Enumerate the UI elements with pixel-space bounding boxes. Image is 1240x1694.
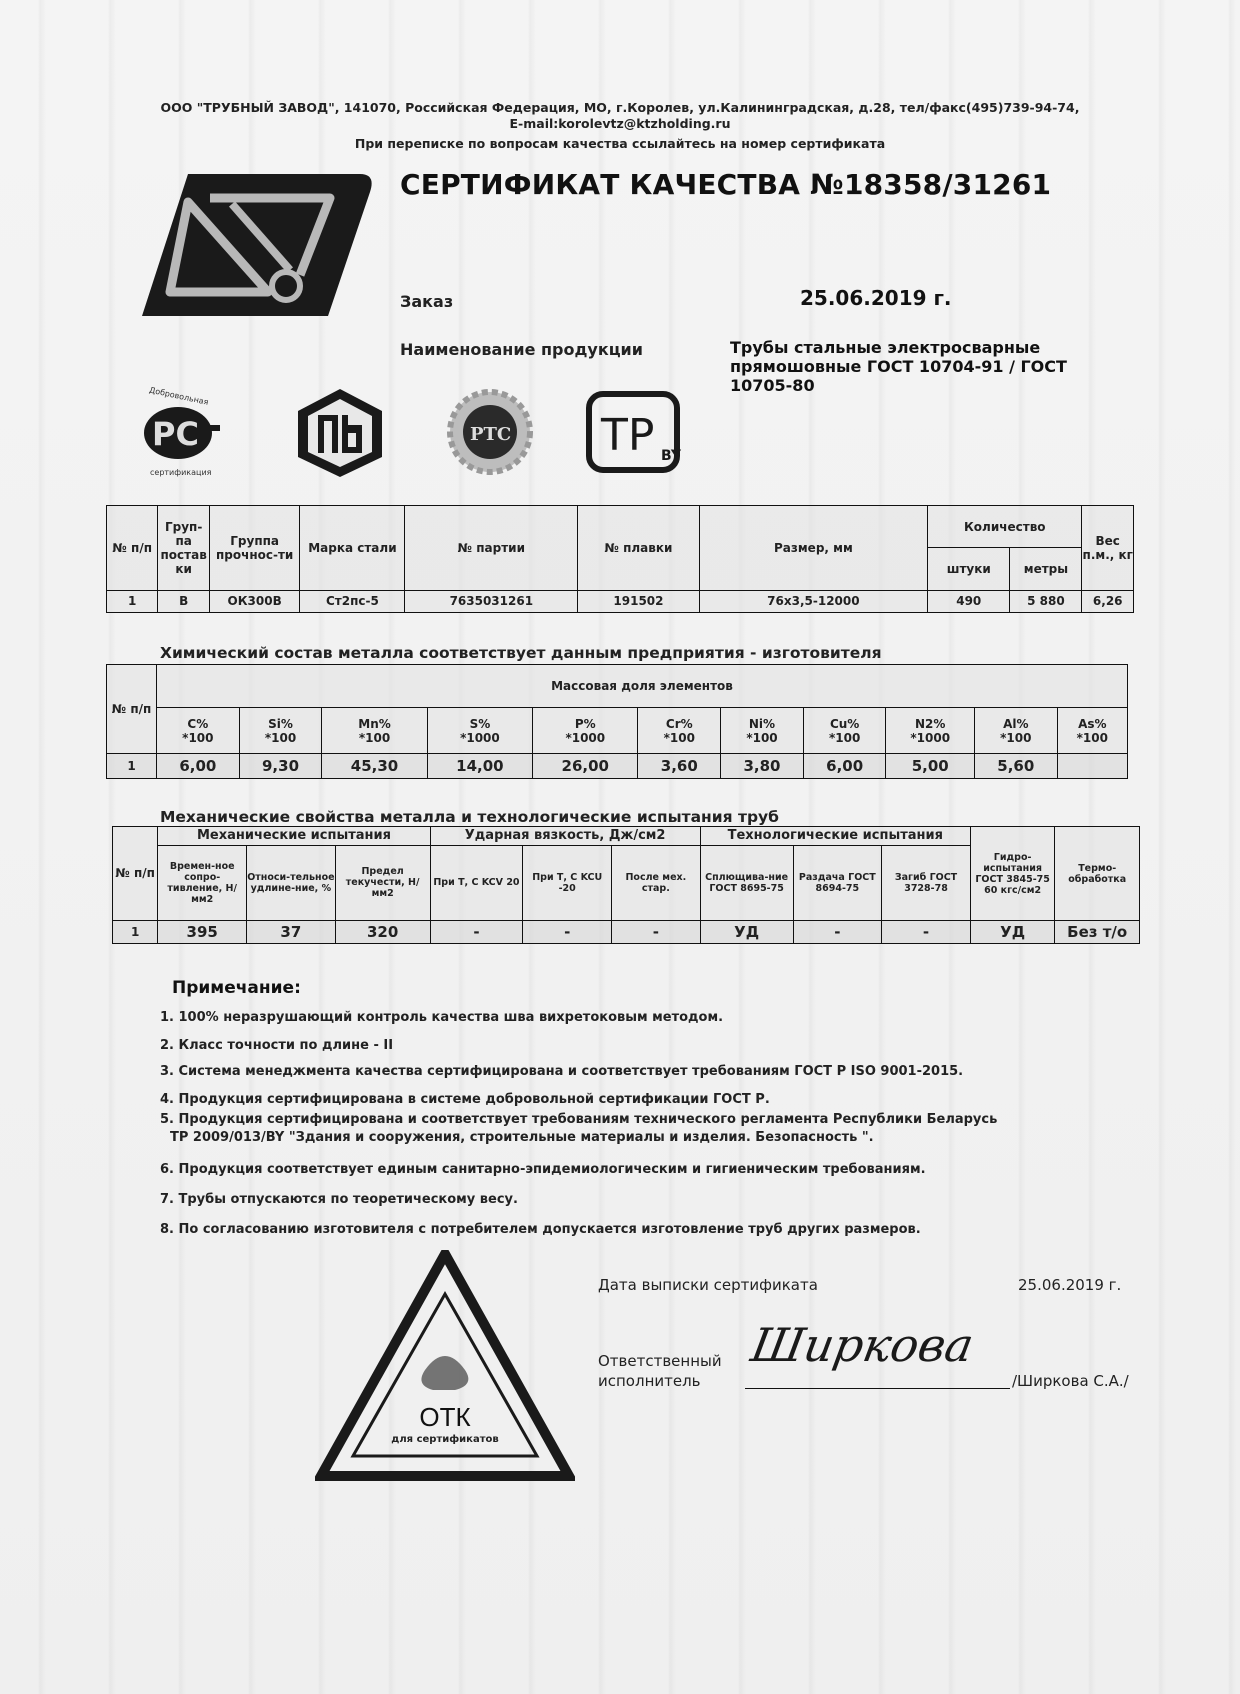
note-item: 1. 100% неразрушающий контроль качества шва вихретоковым методом. (160, 1010, 724, 1025)
note-item: 5. Продукция сертифицирована и соответствует требованиям технического регламента Республики Беларусь (160, 1112, 998, 1127)
col-num: № п/п (113, 827, 158, 921)
svg-text:PTC: PTC (470, 424, 512, 445)
note-item: 4. Продукция сертифицирована в системе добровольной сертификации ГОСТ Р. (160, 1092, 770, 1107)
note-item: ТР 2009/013/BY "Здания и сооружения, строительные материалы и изделия. Безопасность ". (170, 1130, 874, 1145)
certificate-title: СЕРТИФИКАТ КАЧЕСТВА №18358/31261 (400, 168, 1052, 201)
order-date: 25.06.2019 г. (800, 286, 952, 310)
group-mechanical: Механические испытания (158, 827, 430, 846)
col-num: № п/п (107, 506, 158, 591)
responsible-label-2: исполнитель (598, 1372, 701, 1390)
col-steel-grade: Марка стали (300, 506, 405, 591)
chemical-row: 1 6,00 9,30 45,30 14,00 26,00 3,60 3,80 6,00 5,00 5,60 (107, 753, 1128, 778)
group-impact: Ударная вязкость, Дж/см2 (430, 827, 700, 846)
issue-date: 25.06.2019 г. (1018, 1276, 1122, 1294)
svg-text:Добровольная: Добровольная (148, 385, 210, 407)
svg-text:BY: BY (661, 448, 682, 464)
note-item: 6. Продукция соответствует единым санитарно-эпидемиологическим и гигиеническим требованиям. (160, 1162, 926, 1177)
product-table (106, 505, 1134, 613)
stamp-sub-text: для сертификатов (391, 1434, 499, 1445)
reference-note: При переписке по вопросам качества ссылайтесь на номер сертификата (354, 136, 886, 151)
mechanical-row: 1 395 37 320 - - - УД - - УД Без т/о (113, 921, 1140, 944)
signature: Ширкова (747, 1318, 978, 1372)
col-weight: Вес п.м., кг (1082, 506, 1134, 591)
svg-text:TP: TP (601, 410, 655, 461)
rst-mark-icon (130, 385, 230, 480)
chemical-title: Химический состав металла соответствует данным предприятия - изготовителя (160, 644, 882, 662)
element-header-row: C% *100 Si% *100 Mn% *100 S% *1000 P% *1000 Cr% *100 Ni% *100 Cu% *100 N2% *1000 Al% *100 As% *100 (107, 708, 1128, 754)
order-label: Заказ (400, 292, 454, 311)
chemical-table (106, 664, 1128, 779)
col-strength-group: Группа прочнос-ти (209, 506, 300, 591)
product-label: Наименование продукции (400, 340, 643, 359)
group-hydro: Гидро-испытания ГОСТ 3845-75 60 кгс/см2 (970, 827, 1055, 921)
company-address: ООО "ТРУБНЫЙ ЗАВОД", 141070, Российская Федерация, МО, г.Королев, ул.Калининградская, д.28, тел/факс(495)739-94-74, (160, 100, 1080, 115)
col-size: Размер, мм (699, 506, 927, 591)
note-item: 2. Класс точности по длине - II (160, 1038, 394, 1053)
svg-text:PC: PC (152, 415, 199, 453)
rts-mark-icon (445, 385, 535, 480)
col-batch: № партии (405, 506, 578, 591)
col-meters: метры (1010, 548, 1082, 590)
group-technological: Технологические испытания (700, 827, 970, 846)
otk-stamp-icon (315, 1250, 575, 1482)
note-item: 7. Трубы отпускаются по теоретическому весу. (160, 1192, 518, 1207)
col-heat: № плавки (578, 506, 699, 591)
col-quantity: Количество (928, 506, 1082, 548)
mechanical-table: № п/п Механические испытания Ударная вязкость, Дж/см2 Технологические испытания Гидро-испытания ГОСТ 3845-75 60 кгс/см2 Термо-обработка Времен-ное сопро-тивление, Н/мм2 Относи-тельное удлине-ние, % Предел текучести, Н/мм2 При Т, С KCV 20 При Т, С KCU -20 После мех. стар. Сплющива-ние ГОСТ 8695-75 Раздача ГОСТ 8694-75 Загиб ГОСТ 3728-78 1 395 37 320 - - - УД - - УД Без т/о (112, 826, 1140, 944)
svg-text:сертификация: сертификация (150, 468, 212, 477)
col-mass-fraction: Массовая доля элементов (157, 665, 1128, 708)
pb-mark-icon (290, 385, 390, 480)
col-num: № п/п (107, 665, 157, 754)
mechanical-title: Механические свойства металла и технологические испытания труб (160, 808, 779, 826)
issue-date-label: Дата выписки сертификата (598, 1276, 818, 1294)
product-row: 1 В ОК300В Ст2пс-5 7635031261 191502 76х3,5-12000 490 5 880 6,26 (107, 590, 1134, 612)
notes-heading: Примечание: (172, 978, 301, 998)
signer-name: /Ширкова С.А./ (1012, 1372, 1129, 1390)
company-email: E-mail:korolevtz@ktzholding.ru (509, 116, 731, 131)
company-logo-icon (140, 170, 380, 320)
note-item: 3. Система менеджмента качества сертифицирована и соответствует требованиям ГОСТ Р ISO 9001-2015. (160, 1064, 964, 1079)
group-heat-treatment: Термо-обработка (1055, 827, 1140, 921)
signature-line (745, 1388, 1010, 1389)
col-delivery-group: Груп-па постав ки (158, 506, 209, 591)
stamp-main-text: ОТК (419, 1402, 471, 1432)
responsible-label-1: Ответственный (598, 1352, 722, 1370)
col-pieces: штуки (928, 548, 1010, 590)
note-item: 8. По согласованию изготовителя с потребителем допускается изготовление труб других размеров. (160, 1222, 921, 1237)
tr-by-mark-icon (585, 390, 685, 475)
product-name: Трубы стальные электросварные прямошовные ГОСТ 10704-91 / ГОСТ 10705-80 (730, 338, 1067, 395)
